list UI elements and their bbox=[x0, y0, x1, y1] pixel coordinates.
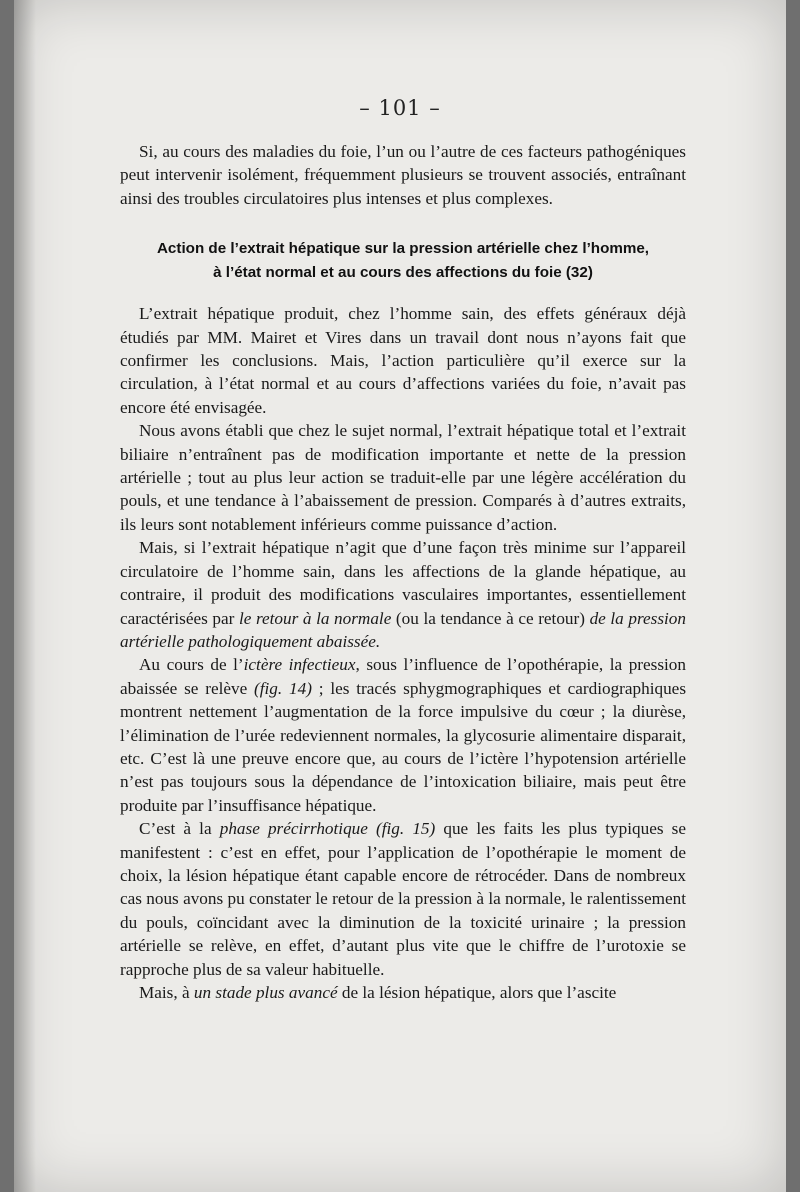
intro-paragraph: Si, au cours des maladies du foie, l’un ou l’autre de ces facteurs pathogéniques peut intervenir isolément, fréquemment plusieurs se trouvent associés, entraînant ainsi des troubles circulatoires plus intenses et plus complexes. bbox=[120, 142, 686, 208]
section-heading-line-2: à l’état normal et au cours des affections du foie (32) bbox=[213, 264, 593, 282]
body-text bbox=[120, 140, 686, 1004]
p5-text-c: que les faits les plus typiques se manifestent : c’est en effet, pour l’application de l’opothérapie le moment de choix, la lésion hépatique étant capable encore de rétrocéder. Dans de nombreux cas nous avons pu constater le retour de la pression à la normale, le ralentissement du pouls, coïncidant avec la diminution de la toxicité urinaire ; la pression artérielle se relève, en effet, d’autant plus vite que le chiffre de l’urotoxie se rapproche plus de sa valeur habituelle. bbox=[120, 819, 686, 979]
binding-shadow bbox=[14, 0, 36, 1192]
p6-text-c: de la lésion hépatique, alors que l’ascite bbox=[337, 983, 617, 1002]
section-heading bbox=[120, 237, 686, 285]
p4-italic-d: (fig. 14) bbox=[254, 678, 312, 698]
paragraph-4 bbox=[120, 653, 686, 817]
p4-text-a: Au cours de l’ bbox=[139, 655, 244, 675]
p3-text-c: (ou la tendance à ce retour) bbox=[391, 608, 590, 628]
p3-text-a: Mais, si l’extrait hépatique n’agit que d’une façon très minime sur l’appareil circulatoire de l’homme sain, dans les affections de la glande hépatique, au contraire, il produit des modifications vasculaires importantes, essentiellement caractérisées par bbox=[120, 538, 686, 628]
p6-text-a: Mais, à bbox=[139, 983, 194, 1002]
p4-italic-b: ictère infectieux bbox=[243, 655, 356, 675]
paragraph-3 bbox=[120, 536, 686, 653]
section-heading-line-1: Action de l’extrait hépatique sur la pression artérielle chez l’homme, bbox=[156, 240, 650, 258]
p4-text-c: , sous l’influence de l’opothérapie, la pression abaissée se relève bbox=[120, 655, 686, 698]
p6-italic-b: un stade plus avancé bbox=[193, 983, 338, 1002]
p3-italic-b: le retour à la normale bbox=[238, 608, 392, 628]
book-page bbox=[14, 0, 786, 1192]
paragraph-2: Nous avons établi que chez le sujet normal, l’extrait hépatique total et l’extrait biliaire n’entraînent pas de modification importante et nette de la pression artérielle ; tout au plus leur action se traduit-elle par une légère accélération du pouls, et une tendance à l’abaissement de pression. Comparés à d’autres extraits, ils leurs sont notablement inférieurs comme puissance d’action. bbox=[120, 421, 686, 534]
paragraph-5 bbox=[120, 817, 686, 981]
p3-italic-d: de la pression artérielle pathologiquement abaissée. bbox=[120, 608, 686, 651]
p4-text-e: ; les tracés sphygmographiques et cardiographiques montrent nettement l’augmentation de la force impulsive du cœur ; la diurèse, l’élimination de l’urée redeviennent normales, la glycosurie alimentaire disparait, etc. C’est là une preuve encore que, au cours de l’ictère l’hypotension artérielle n’est pas toujours sous la dépendance de l’intoxication biliaire, mais peut être produite par l’insuffisance hépatique. bbox=[120, 678, 687, 815]
paragraph-6 bbox=[120, 981, 686, 1004]
page-number: – 101 – bbox=[359, 96, 441, 120]
paragraph-1: L’extrait hépatique produit, chez l’homme sain, des effets généraux déjà étudiés par MM. Mairet et Vires dans un travail dont nous n’ayons fait que confirmer les conclusions. Mais, l’action particulière qu’il exerce sur la circulation, à l’état normal et au cours d’affections variées du foie, n’avait pas encore été envisagée. bbox=[120, 304, 686, 417]
p5-text-a: C’est à la bbox=[139, 819, 220, 839]
p5-italic-b: phase précirrhotique (fig. 15) bbox=[219, 819, 436, 839]
